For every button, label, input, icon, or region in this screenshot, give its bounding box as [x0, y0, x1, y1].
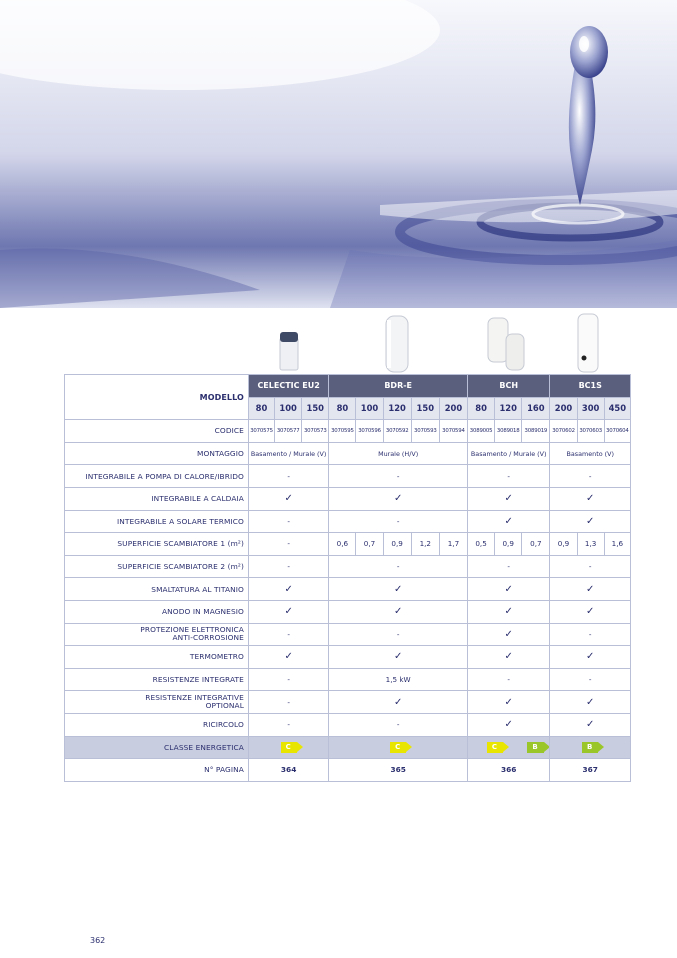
check-icon: ✓: [550, 646, 631, 669]
check-icon: ✓: [468, 578, 550, 601]
ricircolo-row: [65, 713, 631, 736]
capacity-cell: 200: [439, 397, 467, 420]
code-cell: 3070577: [275, 420, 302, 443]
water-drop-illustration: [0, 0, 677, 308]
check-icon: ✓: [329, 487, 468, 510]
sup1-cell: 0,9: [550, 533, 577, 556]
dash-cell: -: [248, 623, 328, 646]
capacity-cell: 120: [495, 397, 522, 420]
check-icon: ✓: [329, 646, 468, 669]
resistenze-bdre: 1,5 kW: [329, 668, 468, 691]
check-icon: ✓: [468, 600, 550, 623]
res-opt-label-line1: RESISTENZE INTEGRATIVE: [145, 693, 244, 703]
protezione-label-line2: ANTI-CORROSIONE: [172, 633, 244, 643]
sup1-cell: 0,7: [522, 533, 550, 556]
sup1-cell: 0,5: [468, 533, 495, 556]
code-cell: 3070602: [550, 420, 577, 443]
energy-class-cell: [550, 736, 631, 759]
pompa-label: INTEGRABILE A POMPA DI CALORE/IBRIDO: [65, 465, 249, 488]
codice-label: CODICE: [65, 420, 249, 443]
check-icon: ✓: [468, 691, 550, 714]
check-icon: ✓: [468, 487, 550, 510]
code-cell: 3070573: [302, 420, 329, 443]
check-icon: ✓: [329, 578, 468, 601]
page-ref-link[interactable]: 364: [248, 759, 328, 782]
check-icon: ✓: [550, 691, 631, 714]
sup1-cell: 0,9: [495, 533, 522, 556]
capacity-cell: 80: [329, 397, 356, 420]
energy-class-badge: B: [582, 742, 598, 753]
superficie2-row: [65, 555, 631, 578]
sup1-cell: 0,9: [383, 533, 411, 556]
check-icon: ✓: [550, 713, 631, 736]
code-cell: 3089018: [495, 420, 522, 443]
capacity-cell: 100: [275, 397, 302, 420]
titanio-row: [65, 578, 631, 601]
termometro-label: TERMOMETRO: [65, 646, 249, 669]
bc1s-product-image: [576, 312, 600, 374]
check-icon: ✓: [248, 487, 328, 510]
group-celectic-eu2: CELECTIC EU2: [248, 375, 328, 398]
superficie1-label: SUPERFICIE SCAMBIATORE 1 (m²): [65, 533, 249, 556]
dash-cell: -: [248, 668, 328, 691]
capacity-cell: 100: [356, 397, 383, 420]
classe-energetica-row: [65, 736, 631, 759]
dash-cell: -: [329, 713, 468, 736]
energy-class-badge: C: [390, 742, 406, 753]
code-cell: 3070595: [329, 420, 356, 443]
codice-row: [65, 420, 631, 443]
magnesio-row: [65, 600, 631, 623]
capacity-cell: 450: [604, 397, 630, 420]
dash-cell: -: [550, 668, 631, 691]
code-cell: 3070594: [439, 420, 467, 443]
check-icon: ✓: [468, 510, 550, 533]
capacity-cell: 80: [248, 397, 274, 420]
capacity-cell: 80: [468, 397, 495, 420]
montaggio-label: MONTAGGIO: [65, 442, 249, 465]
dash-cell: -: [468, 668, 550, 691]
group-bc1s: BC1S: [550, 375, 631, 398]
solare-row: [65, 510, 631, 533]
pagina-row: [65, 759, 631, 782]
dash-cell: -: [329, 555, 468, 578]
group-bch: BCH: [468, 375, 550, 398]
energy-class-badge: C: [281, 742, 297, 753]
montaggio-bch: Basamento / Murale (V): [468, 442, 550, 465]
energy-class-cell: [522, 736, 550, 759]
celectic-eu2-product-image: [278, 328, 300, 372]
modello-label: MODELLO: [65, 375, 249, 420]
superficie1-row: [65, 533, 631, 556]
dash-cell: -: [329, 623, 468, 646]
resistenze-optional-label: [65, 691, 249, 714]
group-header-row: [65, 375, 631, 398]
code-cell: 3070575: [248, 420, 274, 443]
protezione-row: [65, 623, 631, 646]
check-icon: ✓: [329, 600, 468, 623]
sup1-cell: 1,2: [411, 533, 439, 556]
dash-cell: -: [248, 510, 328, 533]
resistenze-row: [65, 668, 631, 691]
capacity-cell: 120: [383, 397, 411, 420]
code-cell: 3089019: [522, 420, 550, 443]
product-images: [0, 308, 677, 374]
dash-cell: -: [248, 465, 328, 488]
sup1-cell: 1,3: [577, 533, 604, 556]
superficie2-label: SUPERFICIE SCAMBIATORE 2 (m²): [65, 555, 249, 578]
protezione-label: [65, 623, 249, 646]
sup1-cell: -: [248, 533, 328, 556]
code-cell: 3070593: [411, 420, 439, 443]
montaggio-bdre: Murale (H/V): [329, 442, 468, 465]
dash-cell: -: [248, 713, 328, 736]
protezione-label-line1: PROTEZIONE ELETTRONICA: [140, 625, 244, 635]
code-cell: 3070596: [356, 420, 383, 443]
classe-energetica-label: CLASSE ENERGETICA: [65, 736, 249, 759]
capacity-cell: 300: [577, 397, 604, 420]
dash-cell: -: [329, 510, 468, 533]
check-icon: ✓: [468, 713, 550, 736]
dash-cell: -: [550, 465, 631, 488]
dash-cell: -: [468, 555, 550, 578]
check-icon: ✓: [248, 646, 328, 669]
caldaia-label: INTEGRABILE A CALDAIA: [65, 487, 249, 510]
montaggio-row: [65, 442, 631, 465]
ricircolo-label: RICIRCOLO: [65, 713, 249, 736]
dash-cell: -: [550, 555, 631, 578]
energy-class-badge: C: [487, 742, 503, 753]
caldaia-row: [65, 487, 631, 510]
code-cell: 3070592: [383, 420, 411, 443]
resistenze-optional-row: [65, 691, 631, 714]
code-cell: 3070603: [577, 420, 604, 443]
energy-class-cell: [329, 736, 468, 759]
hero-water-drop-image: [0, 0, 677, 308]
resistenze-label: RESISTENZE INTEGRATE: [65, 668, 249, 691]
bch-product-image: [486, 316, 526, 372]
check-icon: ✓: [248, 600, 328, 623]
page-ref-link[interactable]: 365: [329, 759, 468, 782]
check-icon: ✓: [468, 623, 550, 646]
check-icon: ✓: [550, 600, 631, 623]
pagina-label: N° PAGINA: [65, 759, 249, 782]
check-icon: ✓: [550, 487, 631, 510]
check-icon: ✓: [550, 578, 631, 601]
spec-table: [64, 374, 631, 782]
capacity-cell: 200: [550, 397, 577, 420]
titanio-label: SMALTATURA AL TITANIO: [65, 578, 249, 601]
energy-class-cell: [468, 736, 522, 759]
check-icon: ✓: [329, 691, 468, 714]
montaggio-bc1s: Basamento (V): [550, 442, 631, 465]
res-opt-label-line2: OPTIONAL: [205, 701, 244, 711]
page-number: 362: [90, 936, 106, 945]
sup1-cell: 1,7: [439, 533, 467, 556]
bdr-e-product-image: [384, 314, 410, 374]
energy-class-badge: B: [527, 742, 543, 753]
group-bdr-e: BDR-E: [329, 375, 468, 398]
energy-class-cell: [248, 736, 328, 759]
sup1-cell: 0,7: [356, 533, 383, 556]
dash-cell: -: [248, 555, 328, 578]
code-cell: 3070604: [604, 420, 630, 443]
capacity-cell: 160: [522, 397, 550, 420]
dash-cell: -: [329, 465, 468, 488]
sup1-cell: 0,6: [329, 533, 356, 556]
page-ref-link[interactable]: 366: [468, 759, 550, 782]
magnesio-label: ANODO IN MAGNESIO: [65, 600, 249, 623]
dash-cell: -: [248, 691, 328, 714]
page-ref-link[interactable]: 367: [550, 759, 631, 782]
dash-cell: -: [468, 465, 550, 488]
solare-label: INTEGRABILE A SOLARE TERMICO: [65, 510, 249, 533]
check-icon: ✓: [468, 646, 550, 669]
code-cell: 3089005: [468, 420, 495, 443]
check-icon: ✓: [550, 510, 631, 533]
capacity-cell: 150: [411, 397, 439, 420]
sup1-cell: 1,6: [604, 533, 630, 556]
dash-cell: -: [550, 623, 631, 646]
montaggio-celectic: Basamento / Murale (V): [248, 442, 328, 465]
check-icon: ✓: [248, 578, 328, 601]
termometro-row: [65, 646, 631, 669]
pompa-row: [65, 465, 631, 488]
capacity-cell: 150: [302, 397, 329, 420]
